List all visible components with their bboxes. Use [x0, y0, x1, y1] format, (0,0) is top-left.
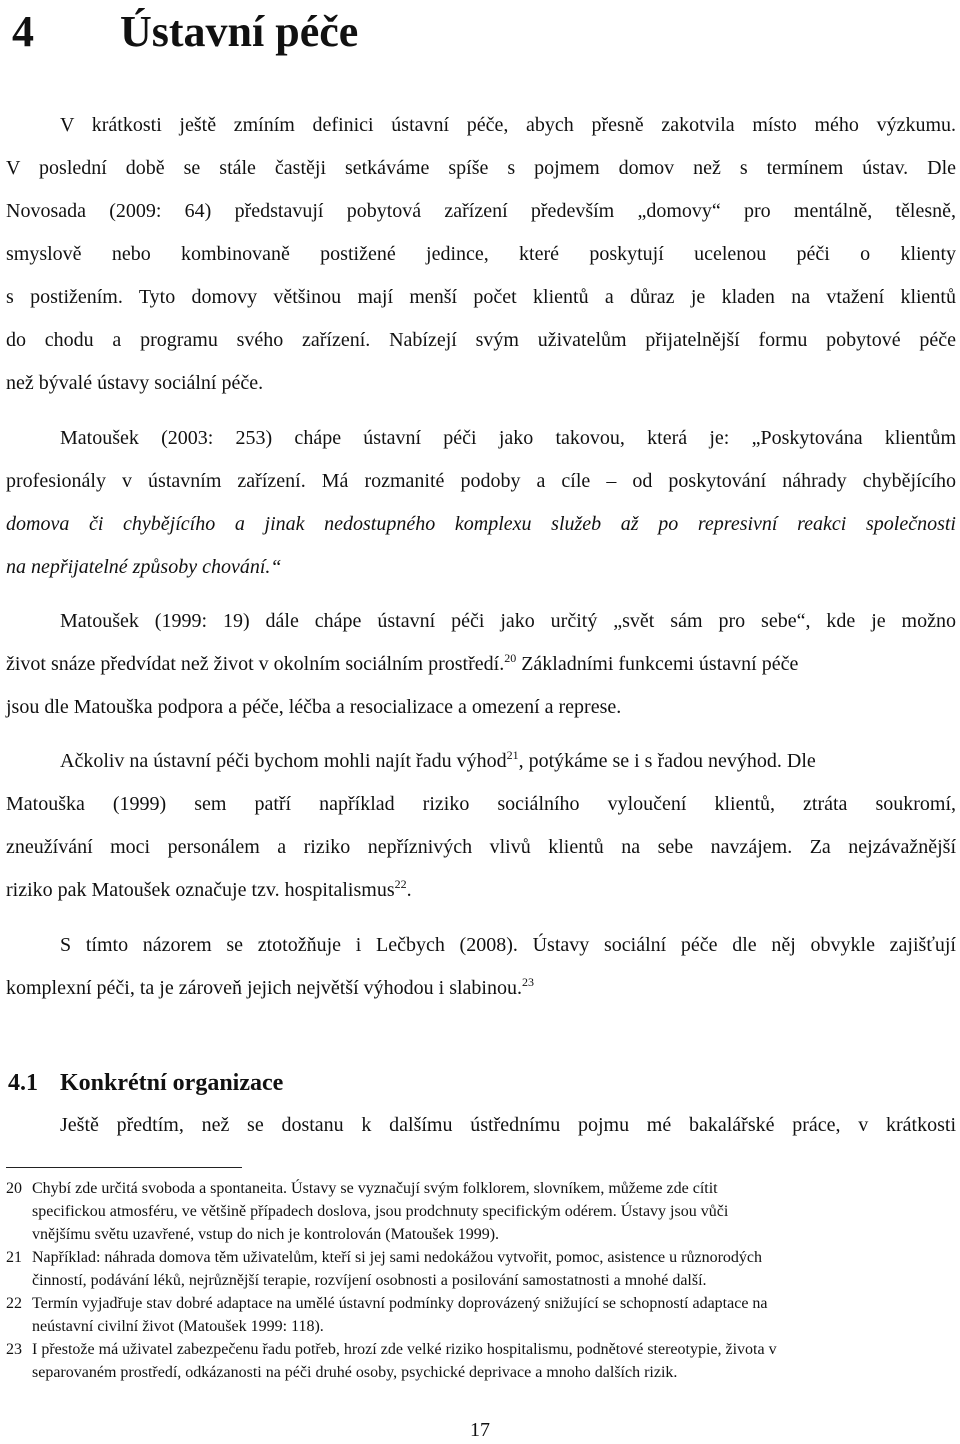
paragraph-line-text: profesionály v ústavním zařízení. Má rozmanité podoby a cíle – od poskytování náhrady chybějícího [6, 470, 956, 492]
footnote-20 [6, 1177, 956, 1246]
paragraph-5 [6, 924, 956, 1010]
footnote-line: Chybí zde určitá svoboda a spontaneita. Ústavy se vyznačují svým folklorem, slovníkem, můžeme zde cítit [32, 1180, 718, 1197]
paragraph-line-text: . [406, 879, 412, 901]
footnote-ref-21[interactable]: 21 [506, 748, 519, 762]
paragraph-line: domova či chybějícího a jinak nedostupného komplexu služeb až po represivní reakci společnosti [6, 513, 956, 535]
paragraph-line-text: Ačkoliv na ústavní péči bychom mohli najít řadu výhod [60, 750, 507, 772]
footnote-23 [6, 1338, 956, 1384]
footnote-ref-20[interactable]: 20 [504, 651, 517, 665]
chapter-title: Ústavní péče [120, 7, 359, 56]
section-title: Konkrétní organizace [60, 1070, 284, 1096]
footnote-line: činností, podávání léků, nejrůznější terapie, rozvíjení osobnosti a posilování samostatnosti a mnohé další. [32, 1272, 707, 1289]
paragraph-2 [6, 417, 956, 589]
paragraph-line: než bývalé ústavy sociální péče. [6, 372, 264, 394]
footnote-line: neústavní civilní život (Matoušek 1999: 118). [32, 1318, 324, 1335]
paragraph-line [6, 190, 956, 233]
paragraph-line: Ještě předtím, než se dostanu k dalšímu ústřednímu pojmu mé bakalářské práce, v krátkosti [60, 1114, 956, 1136]
paragraph-line [6, 643, 956, 686]
footnote-line: Například: náhrada domova těm uživatelům, kteří si jej sami nedokážou vytvořit, pomoc, asistence u různorodých [32, 1249, 763, 1266]
section-number: 4.1 [8, 1070, 38, 1096]
paragraph-line: Matoušek (1999: 19) dále chápe ústavní péči jako určitý „svět sám pro sebe“, kde je možno [60, 610, 956, 632]
paragraph-line-text: Matoušek (2003: 253) chápe ústavní péči jako takovou, která je: „Poskytována klientům [60, 427, 956, 449]
paragraph-line: na nepřijatelné způsoby chování.“ [6, 556, 282, 578]
footnote-ref-23[interactable]: 23 [521, 975, 534, 989]
paragraph-line-text: Novosada (2009: 64) představují pobytová zařízení především „domovy“ pro mentálně, tělesně, [6, 200, 956, 222]
footnote-line: Termín vyjadřuje stav dobré adaptace na umělé ústavní podmínky doprovázený snižující se schopností adaptace na [32, 1295, 768, 1312]
paragraph-line-text: život snáze předvídat než život v okolním sociálním prostředí. [6, 653, 505, 675]
section-paragraph [6, 1104, 956, 1147]
paragraph-line: zneužívání moci personálem a riziko nepříznivých vlivů klientů na sebe navzájem. Za nejzávažnější [6, 836, 956, 858]
paragraph-line [6, 967, 956, 1010]
footnote-number: 21 [6, 1249, 22, 1266]
paragraph-line: Matouška (1999) sem patří například riziko sociálního vyloučení klientů, ztráta soukromí, [6, 793, 956, 815]
paragraph-line: s postižením. Tyto domovy většinou mají menší počet klientů a důraz je kladen na vtažení klientů [6, 286, 956, 308]
paragraph-line: V poslední době se stále častěji setkáváme spíše s pojmem domov než s termínem ústav. Dle [6, 157, 956, 179]
paragraph-1 [6, 104, 956, 405]
paragraph-4 [6, 740, 956, 912]
chapter-number: 4 [12, 7, 34, 56]
paragraph-line: S tímto názorem se ztotožňuje i Lečbych (2008). Ústavy sociální péče dle něj obvykle zajišťují [60, 934, 956, 956]
footnote-separator [6, 1167, 242, 1168]
footnote-ref-22[interactable]: 22 [394, 877, 407, 891]
page-number: 17 [470, 1419, 490, 1441]
footnote-line: specifickou atmosféru, ve většině případech doslova, jsou prodchnuty specifickým odérem. Ústavy jsou vůči [32, 1203, 729, 1220]
footnote-21 [6, 1246, 956, 1292]
paragraph-line: V krátkosti ještě zmíním definici ústavní péče, abych přesně zakotvila místo mého výzkumu. [60, 114, 956, 136]
footnotes [6, 1177, 956, 1384]
footnote-number: 23 [6, 1341, 22, 1358]
paragraph-line [6, 740, 956, 783]
paragraph-line: jsou dle Matouška podpora a péče, léčba a resocializace a omezení a represe. [6, 696, 622, 718]
footnote-22 [6, 1292, 956, 1338]
paragraph-line [6, 869, 956, 912]
footnote-line: separovaném prostředí, odkázanosti na péči druhé osoby, psychické deprivace a mnoho dalších rizik. [32, 1364, 678, 1381]
section-heading [8, 1066, 283, 1100]
footnote-number: 22 [6, 1295, 22, 1312]
paragraph-line [6, 417, 956, 460]
paragraph-line: smyslově nebo kombinovaně postižené jedince, které poskytují ucelenou péči o klienty [6, 243, 956, 265]
paragraph-line-text: Základními funkcemi ústavní péče [516, 653, 799, 675]
footnote-line: vnějšímu světu uzavřené, vstup do nich je kontrolován (Matoušek 1999). [32, 1226, 500, 1243]
footnote-number: 20 [6, 1180, 22, 1197]
chapter-heading [12, 4, 358, 60]
paragraph-3 [6, 600, 956, 729]
paragraph-line-text: riziko pak Matoušek označuje tzv. hospitalismus [6, 879, 395, 901]
footnote-line: I přestože má uživatel zabezpečenu řadu potřeb, hrozí zde velké riziko hospitalismu, podnětové stereotypie, života v [32, 1341, 777, 1358]
paragraph-line [6, 460, 956, 503]
paragraph-line: do chodu a programu svého zařízení. Nabízejí svým uživatelům přijatelnější formu pobytové péče [6, 329, 956, 351]
paragraph-line-text: , potýkáme se i s řadou nevýhod. Dle [518, 750, 816, 772]
paragraph-line-text: komplexní péči, ta je zároveň jejich největší výhodou i slabinou. [6, 977, 522, 999]
